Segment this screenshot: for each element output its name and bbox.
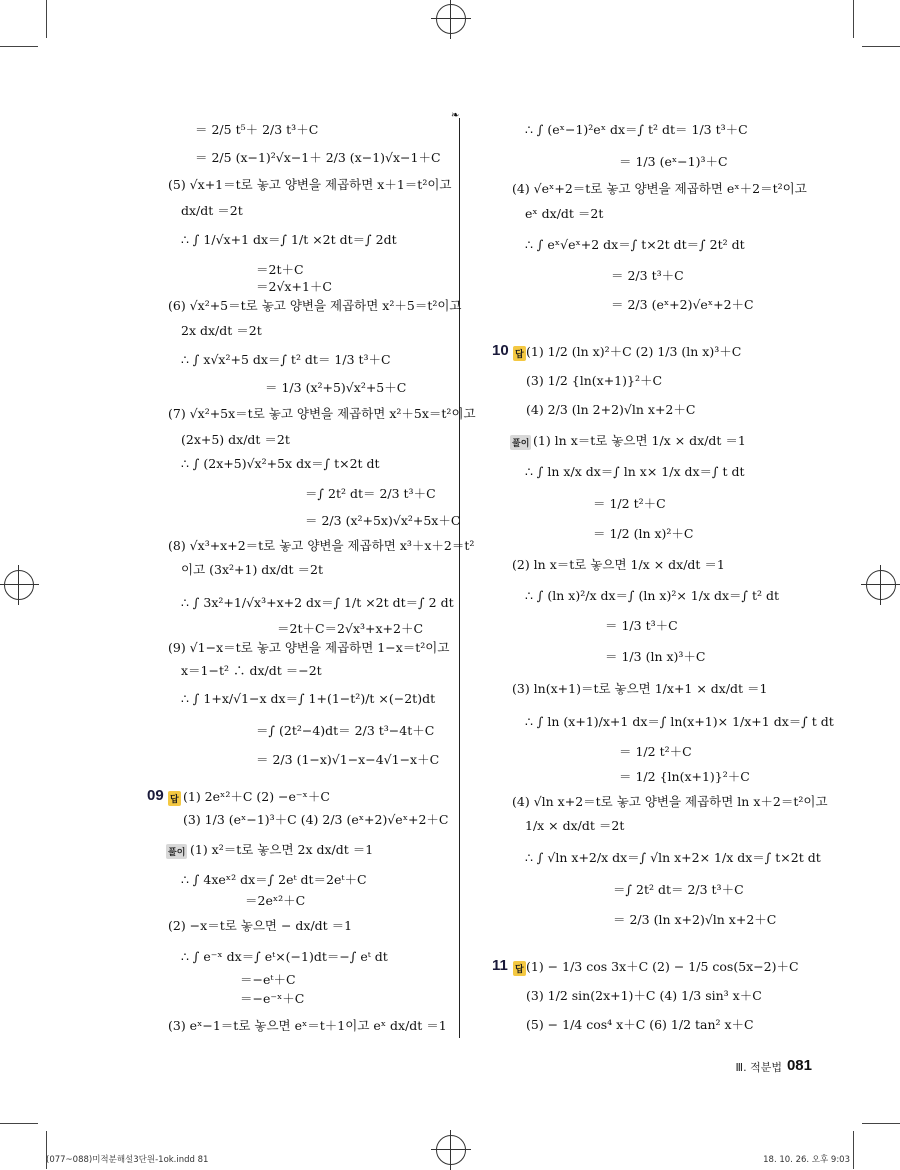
equation-line: (7) √x²+5x＝t로 놓고 양변을 제곱하면 x²＋5x＝t²이고 bbox=[168, 406, 476, 421]
equation-line: ∴ ∫ 1/√x+1 dx＝∫ 1/t ×2t dt＝∫ 2dt bbox=[181, 232, 397, 247]
equation-line: (1) 2eˣ²＋C (2) −e⁻ˣ＋C bbox=[183, 789, 330, 804]
equation-line: ∴ ∫ (ln x)²/x dx＝∫ (ln x)²× 1/x dx＝∫ t² dt bbox=[525, 588, 780, 603]
solution-badge: 풀이 bbox=[510, 435, 531, 450]
equation-line: ＝ 2/3 (1−x)√1−x−4√1−x＋C bbox=[256, 752, 440, 767]
equation-line: (8) √x³+x+2＝t로 놓고 양변을 제곱하면 x³＋x＋2＝t² bbox=[168, 538, 475, 553]
equation-line: (2) −x＝t로 놓으면 − dx/dt ＝1 bbox=[168, 918, 353, 933]
equation-line: ＝ 1/2 {ln(x+1)}²＋C bbox=[619, 769, 750, 784]
problem-number: 10 bbox=[492, 342, 509, 359]
divider-ornament-icon: ❧ bbox=[451, 110, 460, 121]
answer-badge: 답 bbox=[513, 961, 526, 976]
equation-line: ∴ ∫ √ln x+2/x dx＝∫ √ln x+2× 1/x dx＝∫ t×2t dt bbox=[525, 850, 821, 865]
equation-line: ∴ ∫ 3x²+1/√x³+x+2 dx＝∫ 1/t ×2t dt＝∫ 2 dt bbox=[181, 595, 454, 610]
equation-line: ＝∫ 2t² dt＝ 2/3 t³＋C bbox=[613, 882, 744, 897]
equation-line: (3) 1/2 sin(2x+1)＋C (4) 1/3 sin³ x＋C bbox=[526, 988, 762, 1003]
equation-line: (2x+5) dx/dt ＝2t bbox=[181, 432, 290, 447]
equation-line: (1) − 1/3 cos 3x＋C (2) − 1/5 cos(5x−2)＋C bbox=[526, 959, 799, 974]
footer-timestamp: 18. 10. 26. 오후 9:03 bbox=[763, 1155, 850, 1165]
equation-line: ＝2t＋C＝2√x³+x+2＋C bbox=[277, 621, 424, 636]
section-label: Ⅲ. 적분법 bbox=[735, 1061, 782, 1074]
equation-line: ＝−e⁻ˣ＋C bbox=[240, 991, 305, 1006]
equation-line: ＝ 1/2 (ln x)²＋C bbox=[593, 526, 694, 541]
solution-badge: 풀이 bbox=[166, 844, 187, 859]
equation-line: 이고 (3x²+1) dx/dt ＝2t bbox=[181, 562, 324, 577]
equation-line: (1) x²＝t로 놓으면 2x dx/dt ＝1 bbox=[190, 842, 374, 857]
equation-line: ∴ ∫ eˣ√eˣ+2 dx＝∫ t×2t dt＝∫ 2t² dt bbox=[525, 237, 745, 252]
equation-line: ＝2eˣ²＋C bbox=[245, 893, 306, 908]
equation-line: ＝ 2/5 t⁵＋ 2/3 t³＋C bbox=[195, 122, 319, 137]
equation-line: ＝ 2/3 (eˣ+2)√eˣ+2＋C bbox=[611, 297, 754, 312]
equation-line: ＝ 2/3 (x²+5x)√x²+5x＋C bbox=[305, 513, 461, 528]
equation-line: (2) ln x＝t로 놓으면 1/x × dx/dt ＝1 bbox=[512, 557, 725, 572]
equation-line: (6) √x²+5＝t로 놓고 양변을 제곱하면 x²＋5＝t²이고 bbox=[168, 298, 462, 313]
footer-file-info: (077~088)미적분해설3단원-1ok.indd 81 bbox=[46, 1155, 209, 1165]
equation-line: ∴ ∫ 4xeˣ² dx＝∫ 2eᵗ dt＝2eᵗ＋C bbox=[181, 872, 367, 887]
equation-line: ∴ ∫ x√x²+5 dx＝∫ t² dt＝ 1/3 t³＋C bbox=[181, 352, 391, 367]
equation-line: (1) ln x＝t로 놓으면 1/x × dx/dt ＝1 bbox=[533, 433, 746, 448]
equation-line: 1/x × dx/dt ＝2t bbox=[525, 818, 625, 833]
page-number: 081 bbox=[786, 1057, 812, 1074]
equation-line: (5) √x+1＝t로 놓고 양변을 제곱하면 x＋1＝t²이고 bbox=[168, 177, 452, 192]
equation-line: ∴ ∫ 1+x/√1−x dx＝∫ 1+(1−t²)/t ×(−2t)dt bbox=[181, 691, 436, 706]
answer-badge: 답 bbox=[168, 791, 181, 806]
equation-line: 2x dx/dt ＝2t bbox=[181, 323, 262, 338]
equation-line: (4) √ln x+2＝t로 놓고 양변을 제곱하면 ln x＋2＝t²이고 bbox=[512, 794, 828, 809]
equation-line: ＝ 1/3 (ln x)³＋C bbox=[605, 649, 706, 664]
equation-line: dx/dt ＝2t bbox=[181, 203, 243, 218]
registration-mark bbox=[436, 1135, 466, 1165]
crop-mark bbox=[853, 0, 854, 38]
equation-line: ＝ 1/2 t²＋C bbox=[619, 744, 692, 759]
equation-line: ＝∫ 2t² dt＝ 2/3 t³＋C bbox=[305, 486, 436, 501]
equation-line: ＝ 1/3 t³＋C bbox=[605, 618, 678, 633]
equation-line: (4) 2/3 (ln 2+2)√ln x+2＋C bbox=[526, 402, 696, 417]
equation-line: (3) eˣ−1＝t로 놓으면 eˣ＝t＋1이고 eˣ dx/dt ＝1 bbox=[168, 1018, 447, 1033]
registration-mark bbox=[436, 4, 466, 34]
equation-line: ∴ ∫ e⁻ˣ dx＝∫ eᵗ×(−1)dt＝−∫ eᵗ dt bbox=[181, 949, 388, 964]
equation-line: ＝ 1/2 t²＋C bbox=[593, 496, 666, 511]
equation-line: ∴ ∫ ln (x+1)/x+1 dx＝∫ ln(x+1)× 1/x+1 dx＝∫ t dt bbox=[525, 714, 834, 729]
equation-line: ∴ ∫ (eˣ−1)²eˣ dx＝∫ t² dt＝ 1/3 t³＋C bbox=[525, 122, 748, 137]
equation-line: (1) 1/2 (ln x)²＋C (2) 1/3 (ln x)³＋C bbox=[526, 344, 742, 359]
registration-mark bbox=[866, 570, 896, 600]
crop-mark bbox=[0, 46, 38, 47]
equation-line: ＝−eᵗ＋C bbox=[240, 972, 296, 987]
column-divider bbox=[459, 118, 460, 1038]
equation-line: ＝ 1/3 (x²+5)√x²+5＋C bbox=[265, 380, 407, 395]
problem-number: 09 bbox=[147, 787, 164, 804]
equation-line: (4) √eˣ+2＝t로 놓고 양변을 제곱하면 eˣ＋2＝t²이고 bbox=[512, 181, 807, 196]
crop-mark bbox=[862, 46, 900, 47]
equation-line: x＝1−t² ∴ dx/dt ＝−2t bbox=[181, 663, 322, 678]
equation-line: eˣ dx/dt ＝2t bbox=[525, 206, 604, 221]
equation-line: ∴ ∫ ln x/x dx＝∫ ln x× 1/x dx＝∫ t dt bbox=[525, 464, 745, 479]
equation-line: (3) 1/3 (eˣ−1)³＋C (4) 2/3 (eˣ+2)√eˣ+2＋C bbox=[183, 812, 449, 827]
equation-line: ＝ 2/3 t³＋C bbox=[611, 268, 684, 283]
equation-line: ＝ 1/3 (eˣ−1)³＋C bbox=[619, 154, 728, 169]
crop-mark bbox=[46, 0, 47, 38]
equation-line: ＝ 2/5 (x−1)²√x−1＋ 2/3 (x−1)√x−1＋C bbox=[195, 150, 441, 165]
equation-line: ＝2t＋C bbox=[256, 262, 304, 277]
equation-line: ＝2√x+1＋C bbox=[256, 279, 332, 294]
registration-mark bbox=[4, 570, 34, 600]
crop-mark bbox=[862, 1123, 900, 1124]
equation-line: ＝∫ (2t²−4)dt＝ 2/3 t³−4t＋C bbox=[256, 723, 435, 738]
answer-badge: 답 bbox=[513, 346, 526, 361]
crop-mark bbox=[0, 1123, 38, 1124]
crop-mark bbox=[853, 1131, 854, 1169]
equation-line: ∴ ∫ (2x+5)√x²+5x dx＝∫ t×2t dt bbox=[181, 456, 380, 471]
equation-line: (5) − 1/4 cos⁴ x＋C (6) 1/2 tan² x＋C bbox=[526, 1017, 754, 1032]
equation-line: (3) 1/2 {ln(x+1)}²＋C bbox=[526, 373, 663, 388]
equation-line: ＝ 2/3 (ln x+2)√ln x+2＋C bbox=[613, 912, 777, 927]
problem-number: 11 bbox=[492, 957, 508, 974]
equation-line: (3) ln(x+1)＝t로 놓으면 1/x+1 × dx/dt ＝1 bbox=[512, 681, 768, 696]
equation-line: (9) √1−x＝t로 놓고 양변을 제곱하면 1−x＝t²이고 bbox=[168, 640, 450, 655]
